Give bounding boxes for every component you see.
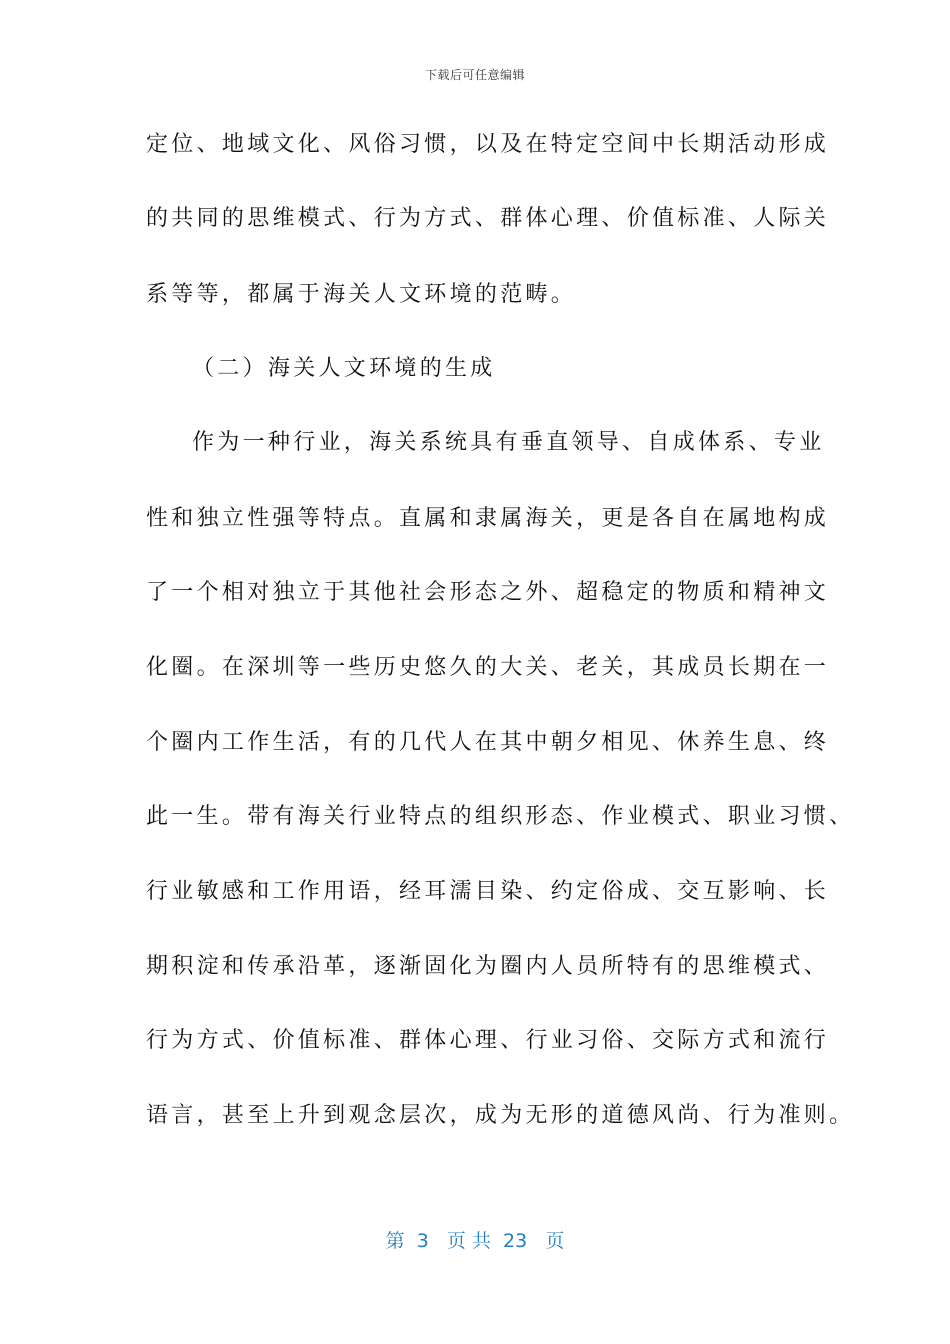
paragraph-line: 期积淀和传承沿革，逐渐固化为圈内人员所特有的思维模式、	[146, 954, 830, 979]
paragraph-line: 语言，甚至上升到观念层次，成为无形的道德风尚、行为准则。	[146, 1103, 855, 1128]
paragraph-line: 行为方式、价值标准、群体心理、行业习俗、交际方式和流行	[146, 1028, 830, 1053]
paragraph-line: 的共同的思维模式、行为方式、群体心理、价值标准、人际关	[146, 206, 830, 231]
paragraph-line: 性和独立性强等特点。直属和隶属海关，更是各自在属地构成	[146, 506, 830, 531]
page-header: 下载后可任意编辑	[424, 68, 525, 82]
paragraph-line: 行业敏感和工作用语，经耳濡目染、约定俗成、交互影响、长	[146, 879, 830, 904]
paragraph-line: 化圈。在深圳等一些历史悠久的大关、老关，其成员长期在一	[146, 655, 830, 680]
paragraph-line: 作为一种行业，海关系统具有垂直领导、自成体系、专业	[192, 430, 825, 455]
paragraph-line: 定位、地域文化、风俗习惯，以及在特定空间中长期活动形成	[146, 132, 830, 157]
paragraph-line: 个圈内工作生活，有的几代人在其中朝夕相见、休养生息、终	[146, 730, 830, 755]
paragraph-line: 此一生。带有海关行业特点的组织形态、作业模式、职业习惯、	[146, 804, 855, 829]
paragraph-line: 系等等，都属于海关人文环境的范畴。	[146, 282, 577, 307]
page-number-footer: 第 3 页 共 23 页	[385, 1230, 565, 1252]
paragraph-line: 了一个相对独立于其他社会形态之外、超稳定的物质和精神文	[146, 580, 830, 605]
section-heading: （二）海关人文环境的生成	[192, 356, 496, 381]
